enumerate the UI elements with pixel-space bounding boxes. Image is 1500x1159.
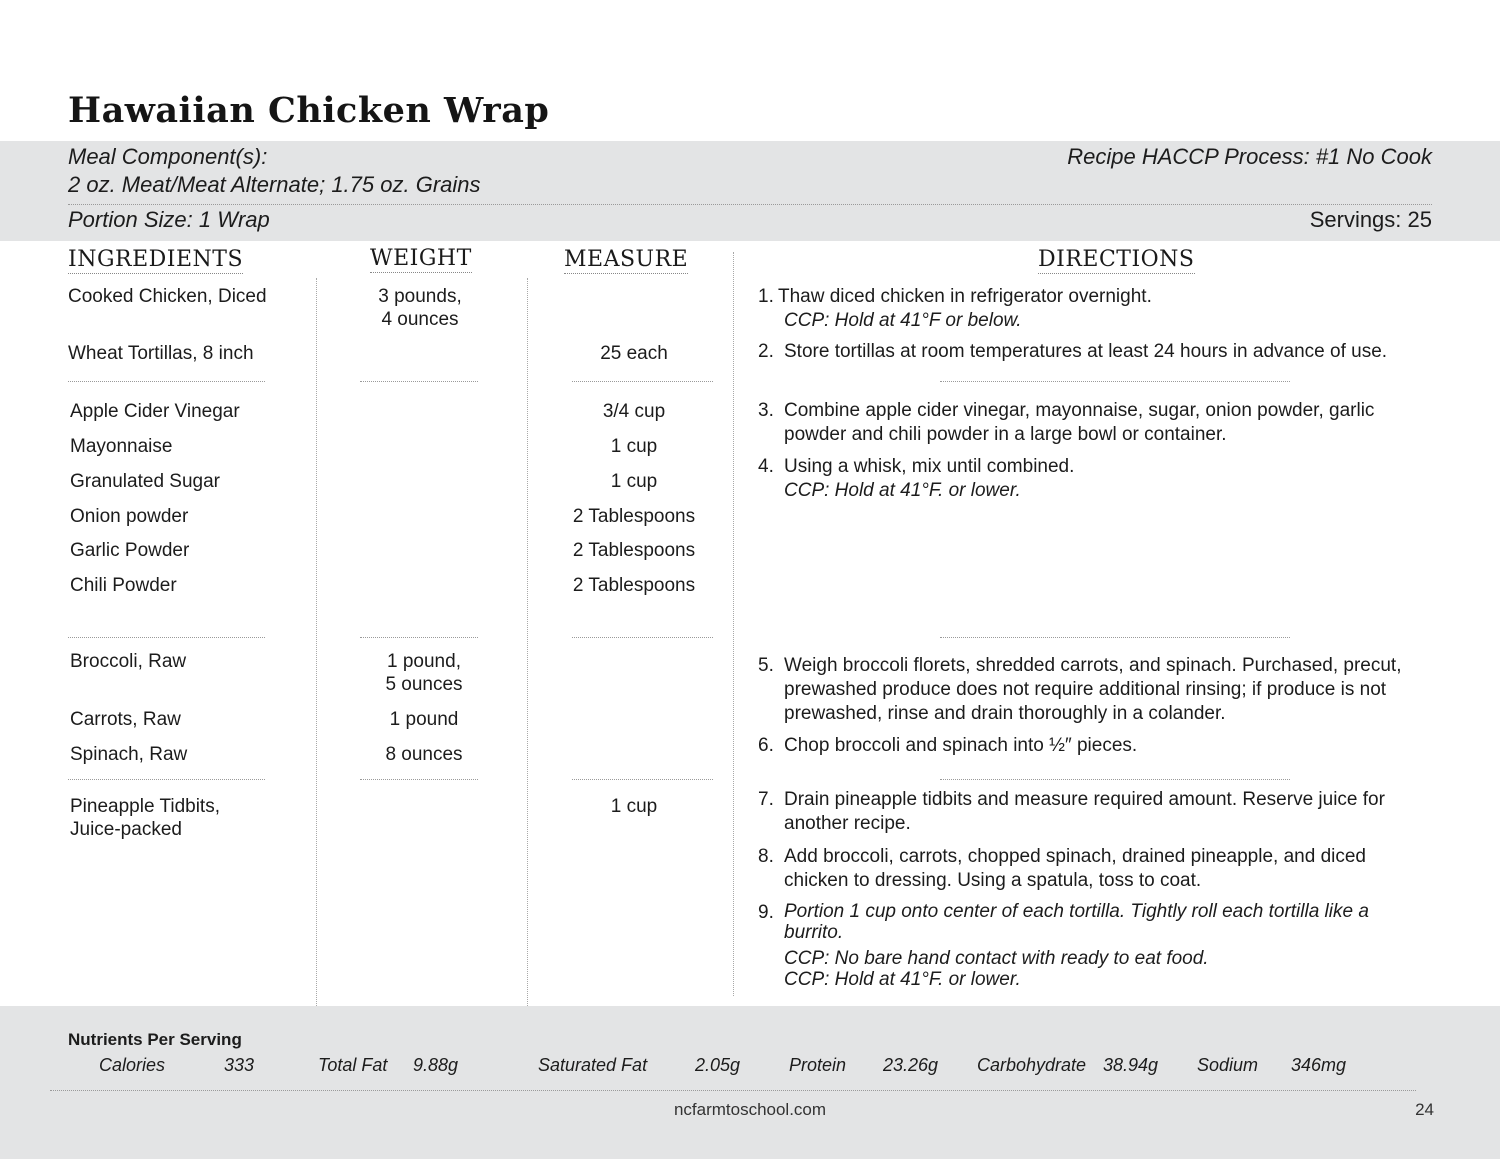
direction-step xyxy=(758,399,1418,447)
group-divider xyxy=(360,381,478,382)
ingredient-weight: 3 pounds, xyxy=(378,286,462,307)
nutrient-value: 38.94g xyxy=(1103,1055,1159,1075)
column-separator xyxy=(316,278,317,1020)
measure-heading: MEASURE xyxy=(564,247,689,272)
ingredient-name: Spinach, Raw xyxy=(70,744,188,765)
website-link[interactable]: ncfarmtoschool.com xyxy=(673,1100,827,1119)
step-number: 9. xyxy=(758,902,774,923)
divider xyxy=(68,204,1432,205)
step-text: Weigh broccoli florets, shredded carrots, and spinach. Purchased, precut, prewashed produce does not require additional rinsing; if produce is not prewashed, rinse and drain thoroughly in a colander. xyxy=(784,655,1402,724)
direction-step xyxy=(758,455,1418,503)
ingredient-name: Pineapple Tidbits, xyxy=(70,796,220,817)
group-divider xyxy=(940,779,1290,780)
weight-heading: WEIGHT xyxy=(370,246,472,271)
group-divider xyxy=(68,637,265,638)
portion-size: Portion Size: 1 Wrap xyxy=(68,207,270,232)
ingredient-name: Onion powder xyxy=(70,506,189,527)
ingredient-name: Cooked Chicken, Diced xyxy=(68,286,267,307)
step-text: Combine apple cider vinegar, mayonnaise, sugar, onion powder, garlic powder and chili powder in a large bowl or container. xyxy=(784,400,1375,445)
ingredient-weight: 5 ounces xyxy=(385,674,463,695)
step-number: 3. xyxy=(758,400,774,421)
step-number: 5. xyxy=(758,655,774,676)
nutrient-label: Protein xyxy=(789,1055,847,1075)
direction-step xyxy=(758,654,1408,726)
step-number: 7. xyxy=(758,789,774,810)
ingredient-name: Mayonnaise xyxy=(70,436,173,457)
direction-step xyxy=(758,340,1458,364)
direction-step xyxy=(758,845,1418,893)
step-number: 6. xyxy=(758,735,774,756)
ingredient-measure: 3/4 cup xyxy=(602,401,666,422)
step-text: Drain pineapple tidbits and measure required amount. Reserve juice for another recipe. xyxy=(784,789,1385,834)
step-text: Portion 1 cup onto center of each tortilla. Tightly roll each tortilla like a burrito. xyxy=(784,901,1369,943)
group-divider xyxy=(572,381,713,382)
group-divider xyxy=(68,779,265,780)
nutrient-label: Saturated Fat xyxy=(538,1055,648,1075)
step-text: Add broccoli, carrots, chopped spinach, drained pineapple, and diced chicken to dressing. Using a spatula, toss to coat. xyxy=(784,846,1366,891)
ingredient-name: Broccoli, Raw xyxy=(70,651,187,672)
directions-heading: DIRECTIONS xyxy=(1038,247,1195,272)
step-number: 2. xyxy=(758,341,774,362)
ingredient-name: Carrots, Raw xyxy=(70,709,181,730)
direction-step xyxy=(758,788,1408,836)
ingredient-weight: 8 ounces xyxy=(385,744,463,765)
step-text: Using a whisk, mix until combined. xyxy=(784,456,1075,477)
ingredient-measure: 1 cup xyxy=(610,436,658,457)
group-divider xyxy=(360,637,478,638)
group-divider xyxy=(940,637,1290,638)
direction-step xyxy=(758,734,1418,758)
servings: Servings: 25 xyxy=(1309,207,1432,232)
nutrient-label: Sodium xyxy=(1197,1055,1259,1075)
direction-step xyxy=(758,285,1448,333)
group-divider xyxy=(68,381,265,382)
step-text: Thaw diced chicken in refrigerator overnight. xyxy=(778,286,1152,307)
group-divider xyxy=(572,779,713,780)
nutrient-value: 23.26g xyxy=(883,1055,939,1075)
nutrients-title: Nutrients Per Serving xyxy=(68,1030,242,1049)
ingredient-measure: 1 cup xyxy=(610,796,658,817)
ingredient-weight: 4 ounces xyxy=(381,309,459,330)
step-number: 4. xyxy=(758,456,774,477)
step-note: CCP: Hold at 41°F. or lower. xyxy=(784,969,1021,990)
group-divider xyxy=(572,637,713,638)
nutrient-value: 346mg xyxy=(1291,1055,1347,1075)
nutrient-value: 9.88g xyxy=(413,1055,459,1075)
step-note: CCP: No bare hand contact with ready to eat food. xyxy=(784,948,1209,969)
nutrient-value: 333 xyxy=(224,1055,255,1075)
ingredient-measure: 2 Tablespoons xyxy=(572,540,696,561)
group-divider xyxy=(360,779,478,780)
ingredient-name: Juice-packed xyxy=(70,819,182,840)
nutrient-label: Carbohydrate xyxy=(977,1055,1087,1075)
ingredient-name: Wheat Tortillas, 8 inch xyxy=(68,343,254,364)
ingredient-name: Garlic Powder xyxy=(70,540,190,561)
step-note: CCP: Hold at 41°F. or lower. xyxy=(784,480,1021,501)
meal-component-value: 2 oz. Meat/Meat Alternate; 1.75 oz. Grains xyxy=(68,172,481,197)
nutrients-band xyxy=(0,1006,1500,1159)
step-number: 8. xyxy=(758,846,774,867)
ingredient-weight: 1 pound xyxy=(389,709,459,730)
step-note: CCP: Hold at 41°F or below. xyxy=(784,310,1022,331)
nutrient-label: Total Fat xyxy=(318,1055,388,1075)
ingredients-heading: INGREDIENTS xyxy=(68,247,244,272)
step-text: Chop broccoli and spinach into ½″ pieces. xyxy=(784,735,1138,756)
step-text: Store tortillas at room temperatures at least 24 hours in advance of use. xyxy=(784,341,1388,362)
footer-divider xyxy=(50,1090,1416,1091)
ingredient-measure: 2 Tablespoons xyxy=(572,506,696,527)
ingredient-name: Apple Cider Vinegar xyxy=(70,401,240,422)
ingredient-measure: 2 Tablespoons xyxy=(572,575,696,596)
column-separator xyxy=(527,278,528,1020)
ingredient-name: Granulated Sugar xyxy=(70,471,220,492)
page-title: Hawaiian Chicken Wrap xyxy=(68,90,550,131)
nutrient-label: Calories xyxy=(99,1055,166,1075)
column-separator xyxy=(733,252,734,996)
meal-component-label: Meal Component(s): xyxy=(68,144,268,169)
haccp-process: Recipe HACCP Process: #1 No Cook xyxy=(1067,144,1432,169)
ingredient-name: Chili Powder xyxy=(70,575,177,596)
group-divider xyxy=(940,381,1290,382)
ingredient-measure: 1 cup xyxy=(610,471,658,492)
direction-step xyxy=(758,901,1408,990)
page-number: 24 xyxy=(1415,1100,1434,1119)
ingredient-weight: 1 pound, xyxy=(387,651,461,672)
step-number: 1. xyxy=(758,286,774,307)
ingredient-measure: 25 each xyxy=(600,343,668,364)
nutrient-value: 2.05g xyxy=(695,1055,741,1075)
